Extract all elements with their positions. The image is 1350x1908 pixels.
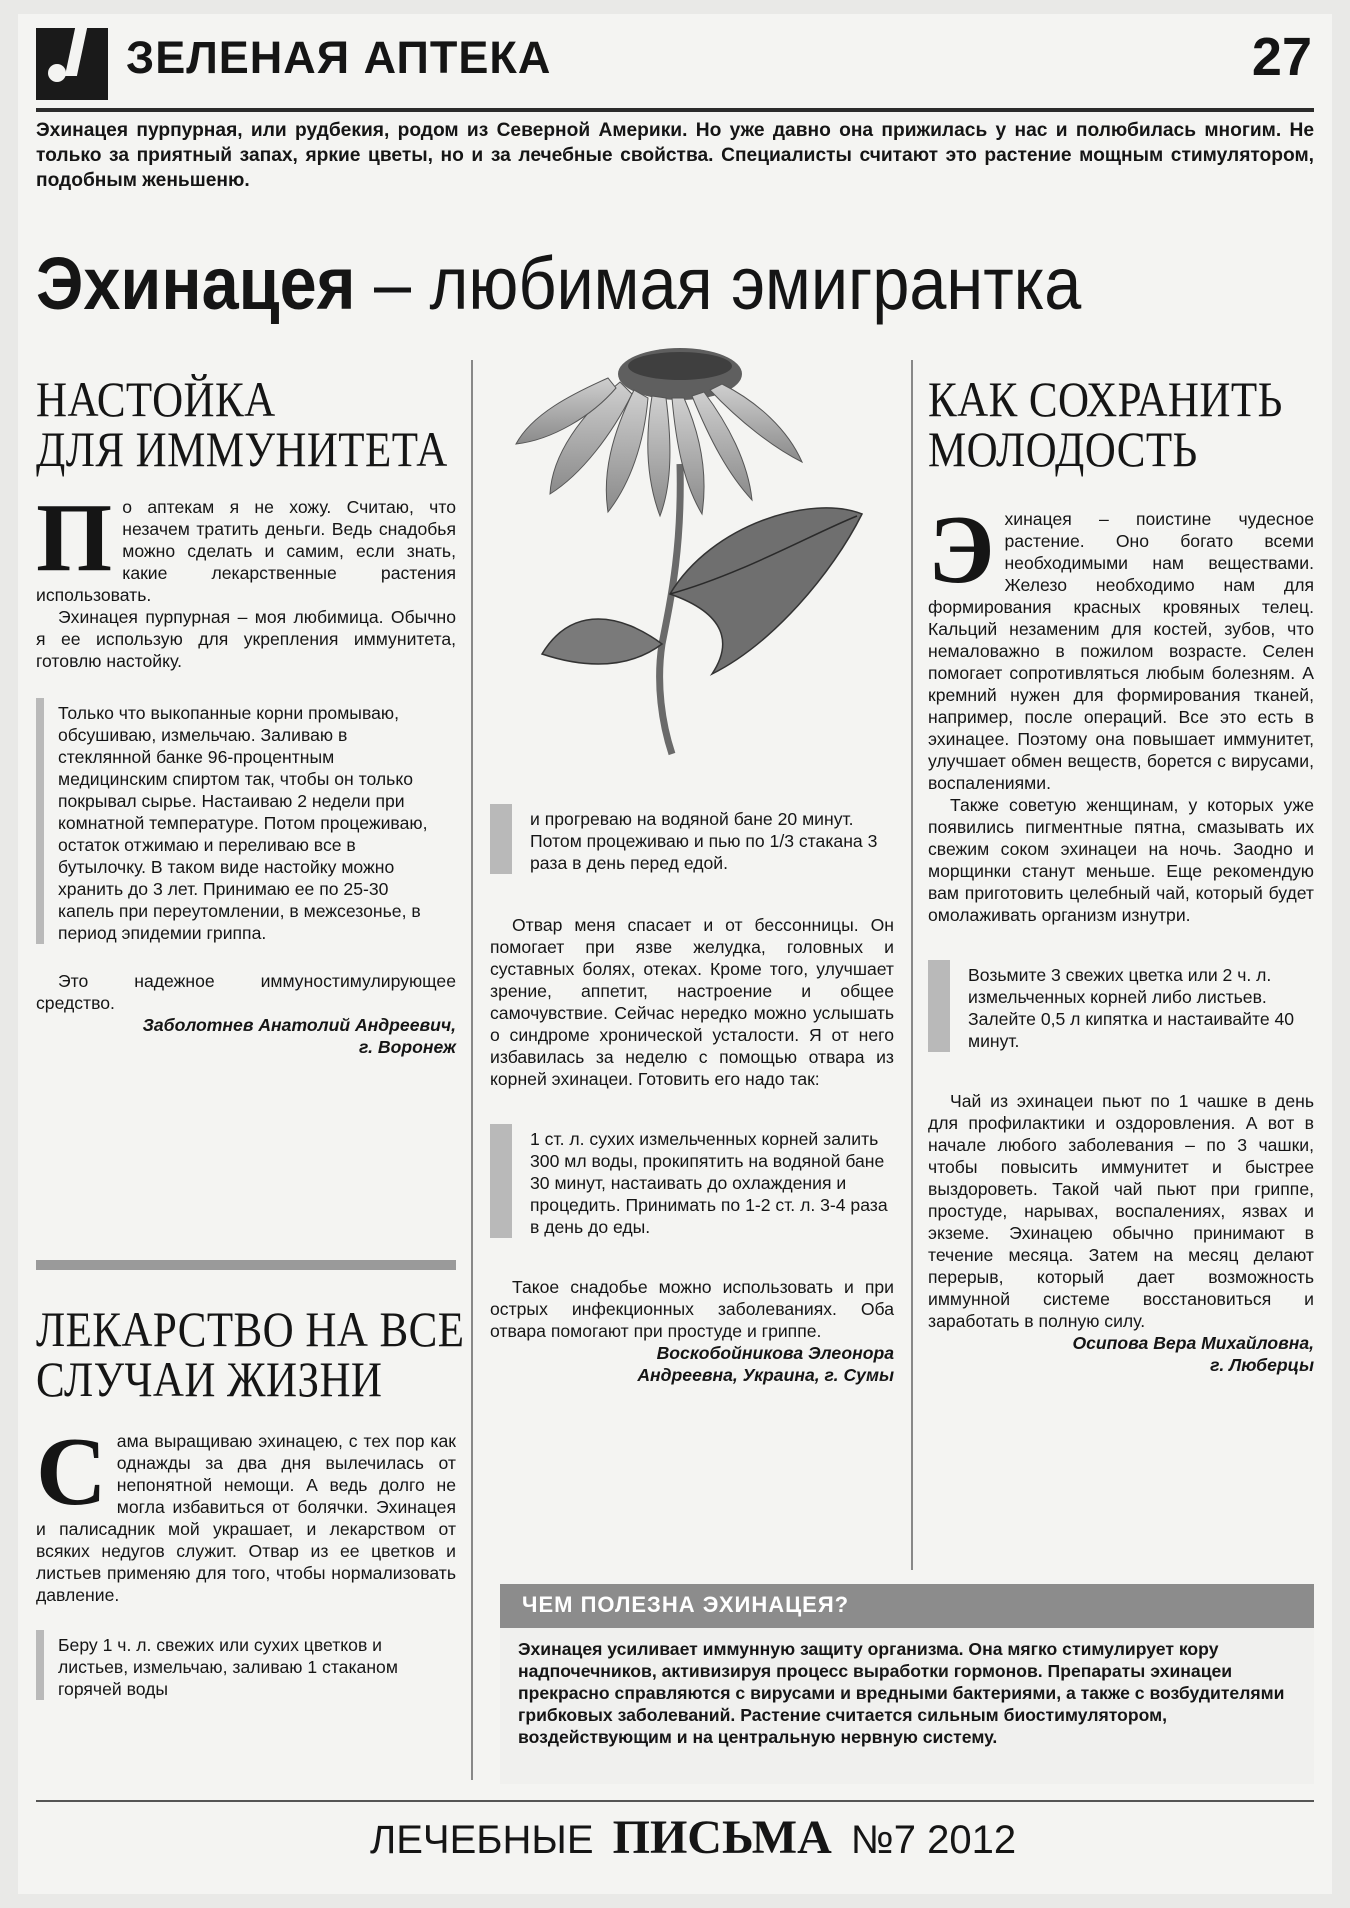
footer-year: 2012 (927, 1818, 1017, 1862)
page-number: 27 (1251, 27, 1312, 87)
info-box (500, 1584, 1314, 1784)
drop-cap: П (36, 484, 113, 592)
info-box-text: Эхинацея усиливает иммунную защиту организма. Она мягко стимулирует кору надпочечников, активизируя процесс выработки гормонов. Препараты эхинацеи прекрасно справляются с вирусами и вредными бактериями, а также с возбудителями грибковых заболеваний. Растение считается сильным биостимулятором, воздействующим и на центральную нервную систему. (518, 1639, 1285, 1747)
recipe-quote: Возьмите 3 свежих цветка или 2 ч. л. измельченных корней либо листьев. Залейте 0,5 л кипятка и настаивайте 40 минут. (928, 960, 1314, 1052)
title-rest: – любимая эмигрантка (355, 242, 1082, 325)
info-box-title: ЧЕМ ПОЛЕЗНА ЭХИНАЦЕЯ? (522, 1592, 850, 1617)
column-divider (911, 360, 913, 1570)
recipe-quote: 1 ст. л. сухих измельченных корней залить 300 мл воды, прокипятить на водяной бане 30 минут, настаивать до охлаждения и процедить. Принимать по 1-2 ст. л. 3-4 раза в день до еды. (490, 1124, 894, 1238)
lead-paragraph: Эхинацея пурпурная, или рудбекия, родом из Северной Америки. Но уже давно она прижилась у нас и полюбилась многим. Не только за приятный запах, яркие цветы, но и за лечебные свойства. Специалисты считают это растение мощным стимулятором, подобным женьшеню. (36, 120, 1314, 191)
article-youth: КАК СОХРАНИТЬ МОЛОДОСТЬ Эхинацея – поистине чудесное растение. Оно богато всеми необходимыми нам веществами. Железо необходимо нам для формирования красных кровяных телец. Кальций незаменим для костей, зубов, что немаловажно в пожилом возрасте. Селен помогает сопротивляться любым болезням. А кремний нужен для формирования тканей, например, после операций. Все это есть в эхинацее. Поэтому она повышает иммунитет, улучшает обмен веществ, борется с вирусами, воспалениями. Также советую женщинам, у которых уже появились пигментные пятна, смазывать их свежим соком эхинацеи на ночь. Заодно и морщинки станут меньше. Еще рекомендую вам приготовить целебный чай, который будет омолаживать организм изнутри. Возьмите 3 свежих цветка или 2 ч. л. измельченных корней либо листьев. Залейте 0,5 л кипятка и настаивайте 40 минут. Чай из эхинацеи пьют по 1 чашке в день для профилактики и оздоровления. А вот в начале любого заболевания – по 3 чашки, чтобы повысить иммунитет и быстрее выздороветь. Такой чай пьют при гриппе, простуде, нарывах, воспалениях, язвах и экземе. Эхинацею обычно принимают в течение месяца. Затем на месяц делают перерыв, который дает возможность иммунной системе восстановиться и заработать в полную силу. Осипова Вера Михайловна, г. Люберцы (928, 371, 1314, 1375)
article-remedy: ЛЕКАРСТВО НА ВСЕ СЛУЧАИ ЖИЗНИ Сама выращиваю эхинацею, с тех пор как однажды за два дня вылечилась от непонятной немощи. А ведь долго не могла избавиться от болячки. Эхинацея и палисадник мой украшает, и лекарством от всяких недугов служит. Отвар из ее цветков и листьев применяю для того, чтобы нормализовать давление. Беру 1 ч. л. свежих или сухих цветков и листьев, измельчаю, заливаю 1 стаканом горячей воды (36, 1301, 465, 1699)
author-city: г. Воронеж (358, 1037, 456, 1057)
header-divider (36, 108, 1314, 112)
recipe-quote: Беру 1 ч. л. свежих или сухих цветков и листьев, измельчаю, заливаю 1 стаканом горячей воды (36, 1630, 456, 1700)
footer-issue: №7 (850, 1818, 917, 1862)
author-signature: Осипова Вера Михайловна, (1072, 1333, 1314, 1353)
echinacea-flower-illustration (512, 344, 882, 764)
article-title (36, 242, 1186, 326)
footer-divider (36, 1800, 1314, 1802)
rubric-title: ЗЕЛЕНАЯ АПТЕКА (126, 32, 552, 83)
article-heading: НАСТОЙКА ДЛЯ ИММУНИТЕТА (36, 371, 448, 477)
article-tincture: НАСТОЙКА ДЛЯ ИММУНИТЕТА По аптекам я не хожу. Считаю, что незачем тратить деньги. Ведь снадобья можно сделать и самим, если знать, какие лекарственные растения использовать. Эхинацея пурпурная – моя любимица. Обычно я ее использую для укрепления иммунитета, готовлю настойку. Только что выкопанные корни промываю, обсушиваю, измельчаю. Заливаю в стеклянной банке 96-процентным медицинским спиртом так, чтобы он только покрывал сырье. Настаиваю 2 недели при комнатной температуре. Потом процеживаю, остаток отжимаю и переливаю все в бутылочку. В таком виде настойку можно хранить до 3 лет. Принимаю ее по 25-30 капель при переутомлении, в межсезонье, в период эпидемии гриппа. Это надежное иммуностимулирующее средство. Заболотнев Анатолий Андреевич, г. Воронеж (36, 371, 456, 1057)
article-heading: КАК СОХРАНИТЬ МОЛОДОСТЬ (928, 371, 1283, 477)
recipe-quote: Только что выкопанные корни промываю, обсушиваю, измельчаю. Заливаю в стеклянной банке 96-процентным медицинским спиртом так, чтобы он только покрывал сырье. Настаиваю 2 недели при комнатной температуре. Потом процеживаю, остаток отжимаю и переливаю все в бутылочку. В таком виде настойку можно хранить до 3 лет. Принимаю ее по 25-30 капель при переутомлении, в межсезонье, в период эпидемии гриппа. (36, 698, 456, 944)
title-bold: Эхинацея (36, 242, 356, 325)
author-signature: Заболотнев Анатолий Андреевич, (142, 1015, 456, 1035)
drop-cap: Э (928, 496, 995, 604)
author-signature-continued: Андреевна, Украина, г. Сумы (637, 1365, 894, 1385)
drop-cap: С (36, 1418, 107, 1526)
rubric-logo-icon (36, 28, 108, 100)
newspaper-page: ЗЕЛЕНАЯ АПТЕКА 27 Эхинацея пурпурная, или рудбекия, родом из Северной Америки. Но уже давно она прижилась у нас и полюбилась многим. Не только за приятный запах, яркие цветы, но и за лечебные свойства. Специалисты считают это растение мощным стимулятором, подобным женьшеню. Эхинацея – любимая эмигрантка НАСТОЙКА ДЛЯ ИММУНИТЕТА По аптекам я не хожу. Считаю, что незачем тратить деньги. Ведь снадобья можно сделать и самим, если знать, какие лекарственные растения использовать. Эхинацея пурпурная – моя любимица. Обычно я ее использую для укрепления иммунитета, готовлю настойку. Только что выкопанные корни промываю, обсушиваю, измельчаю. Заливаю в стеклянной банке 96-процентным медицинским спиртом так, чтобы он только покрывал сырье. Настаиваю 2 недели при комнатной температуре. Потом процеживаю, остаток отжимаю и переливаю все в бутылочку. В таком виде настойку можно хранить до 3 лет. Принимаю ее по 25-30 капель при переутомлении, в межсезонье, в период эпидемии гриппа. Это надежное иммуностимулирующее средство. Заболотнев Анатолий Андреевич, г. Воронеж ЛЕКАРСТВО НА ВСЕ СЛУЧАИ ЖИЗНИ Сама выращиваю эхинацею, с тех пор как однажды за два дня вылечилась от непонятной немощи. А ведь долго не могла избавиться от болячки. Эхинацея и палисадник мой украшает, и лекарством от всяких недугов служит. Отвар из ее цветков и листьев применяю для того, чтобы нормализовать давление. Беру 1 ч. л. свежих или сухих цветков и листьев, измельчаю, заливаю 1 стаканом горячей воды и прогреваю на водяной бане 20 минут. Потом процеживаю и пью по 1/3 стакана 3 раза в день перед едой. Отвар меня спасает и от бессонницы. Он помогает при язве желудка, головных и суставных болях, отеках. Кроме того, улучшает зрение, аппетит, настроение и общее самочувствие. Сейчас нередко можно услышать о синдроме хронической усталости. Я от него избавилась за неделю с помощью отвара из корней эхинацеи. Готовить его надо так: 1 ст. л. сухих измельченных корней залить 300 мл воды, прокипятить на водяной бане 30 минут, настаивать до охлаждения и процедить. Принимать по 1-2 ст. л. 3-4 раза в день до еды. Такое снадобье можно использовать и при острых инфекционных заболеваниях. Оба отвара помогают при простуде и гриппе. Воскобойникова Элеонора Андреевна, Украина, г. Сумы КАК СОХРАНИТЬ МОЛОДОСТЬ Эхинацея – поистине чудесное растение. Оно богато всеми необходимыми нам веществами. Железо необходимо нам для формирования красных кровяных телец. Кальций незаменим для костей, зубов, что немаловажно в пожилом возрасте. Селен помогает сопротивляться любым болезням. А кремний нужен для формирования тканей, например, после операций. Все это есть в эхинацее. Поэтому она повышает иммунитет, улучшает обмен веществ, борется с вирусами, воспалениями. Также советую женщинам, у которых уже появились пигментные пятна, смазывать их свежим соком эхинацеи на ночь. Заодно и морщинки станут меньше. Еще рекомендую вам приготовить целебный чай, который будет омолаживать организм изнутри. Возьмите 3 свежих цветка или 2 ч. л. измельченных корней либо листьев. Залейте 0,5 л кипятка и настаивайте 40 минут. Чай из эхинацеи пьют по 1 чашке в день для профилактики и оздоровления. А вот в начале любого заболевания – по 3 чашки, чтобы повысить иммунитет и быстрее выздороветь. Такой чай пьют при гриппе, простуде, нарывах, воспалениях, язвах и экземе. Эхинацею обычно принимают в течение месяца. Затем на месяц делают перерыв, который дает возможность иммунной системе восстановиться и заработать в полную силу. Осипова Вера Михайловна, г. Люберцы ЧЕМ ПОЛЕЗНА ЭХИНАЦЕЯ? Эхинацея усиливает иммунную защиту организма. Она мягко стимулирует кору надпочечников, активизируя процесс выработки гормонов. Препараты эхинацеи прекрасно справляются с вирусами и вредными бактериями, а также с возбудителями грибковых заболеваний. Растение считается сильным биостимулятором, воздействующим и на центральную нервную систему. ЛЕЧЕБНЫЕ ПИСЬМА №7 2012 (18, 14, 1332, 1894)
recipe-quote-continued: и прогреваю на водяной бане 20 минут. Потом процеживаю и пью по 1/3 стакана 3 раза в день перед едой. (490, 804, 894, 874)
author-city: г. Люберцы (1210, 1355, 1314, 1375)
article-heading: ЛЕКАРСТВО НА ВСЕ СЛУЧАИ ЖИЗНИ (36, 1301, 465, 1407)
footer-left: ЛЕЧЕБНЫЕ (370, 1818, 594, 1862)
column-divider (471, 360, 473, 1780)
footer-masthead: ПИСЬМА (612, 1811, 832, 1864)
publication-footer (370, 1810, 1016, 1865)
author-signature: Воскобойникова Элеонора (656, 1343, 894, 1363)
section-divider (36, 1260, 456, 1270)
